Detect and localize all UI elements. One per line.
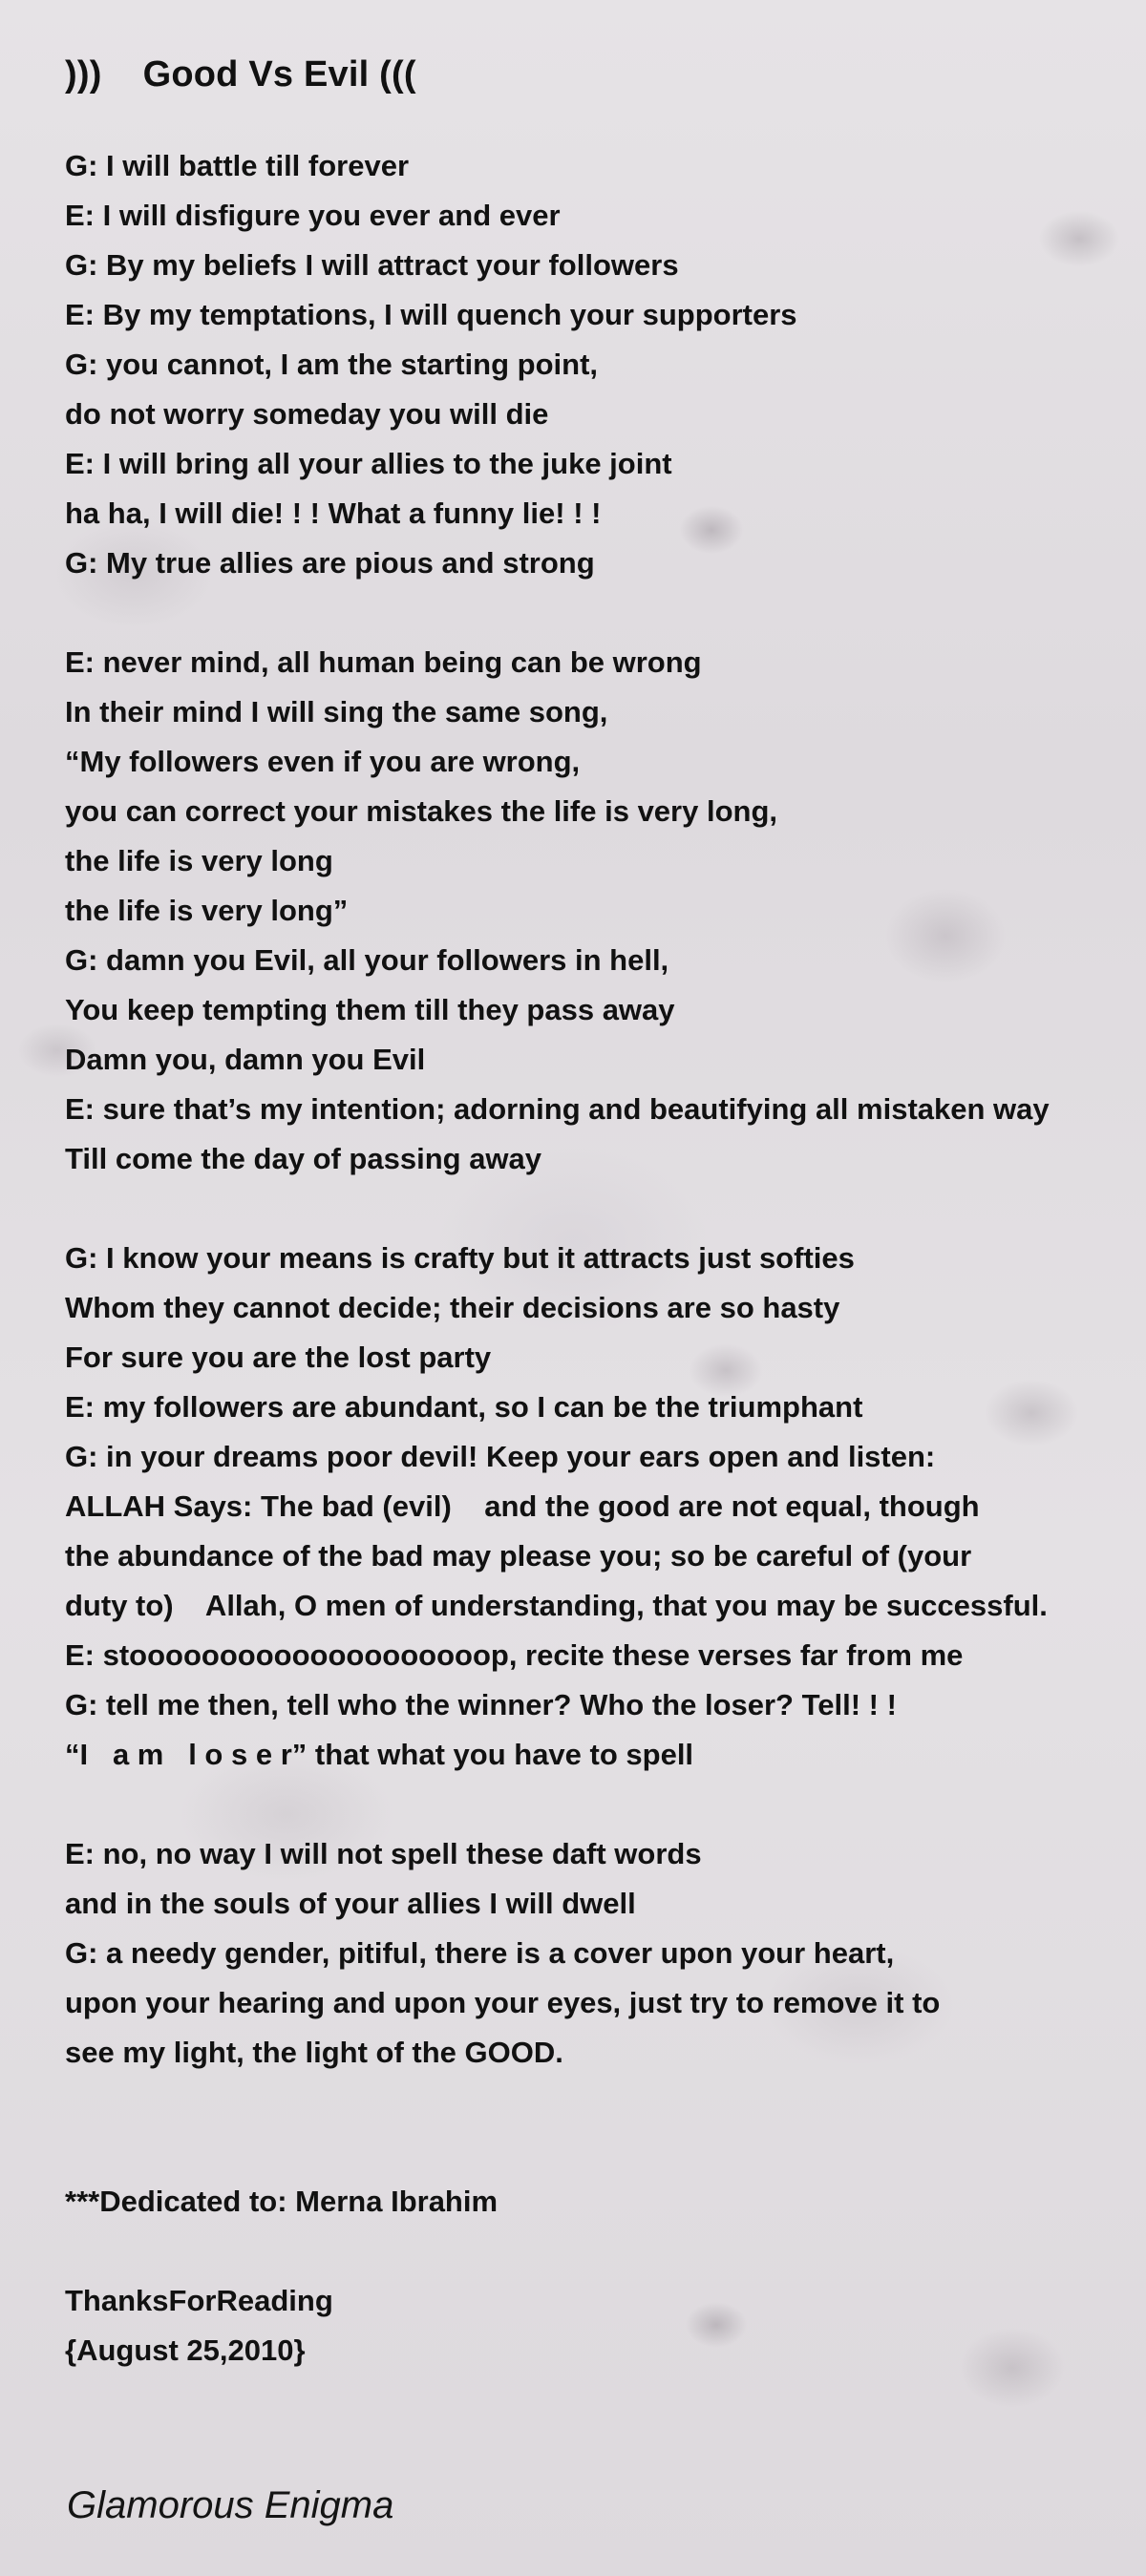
stanza-break [65,1184,1125,1234]
poem-line: E: I will bring all your allies to the juke joint [65,447,672,480]
poem-line: the abundance of the bad may please you; so be careful of (your [65,1539,972,1573]
poem-line: For sure you are the lost party [65,1341,492,1374]
poem-line: G: damn you Evil, all your followers in hell, [65,943,669,977]
poem-line: E: stoooooooooooooooooooop, recite these verses far from me [65,1638,964,1672]
poem-line: duty to) Allah, O men of understanding, that you may be successful. [65,1589,1048,1622]
poem-line: the life is very long [65,844,333,877]
poem-line: you can correct your mistakes the life is very long, [65,794,777,828]
poem-line: G: I know your means is crafty but it attracts just softies [65,1241,855,1275]
poem-line: “I a m l o s e r” that what you have to spell [65,1738,694,1771]
poem-line: E: never mind, all human being can be wrong [65,645,702,679]
poem-line: ha ha, I will die! ! ! What a funny lie! ! ! [65,496,602,530]
thanks-note: ThanksForReading [65,2284,333,2317]
poem-line: G: I will battle till forever [65,149,410,182]
poem-date: {August 25,2010} [65,2333,306,2367]
poem-line: E: I will disfigure you ever and ever [65,199,561,232]
poem-line: G: tell me then, tell who the winner? Who the loser? Tell! ! ! [65,1688,897,1721]
poem-line: E: my followers are abundant, so I can be the triumphant [65,1390,863,1424]
poem-line: and in the souls of your allies I will dwell [65,1887,636,1920]
poem-line: You keep tempting them till they pass away [65,993,675,1026]
poem-line: G: My true allies are pious and strong [65,546,595,580]
stanza-break [65,588,1125,638]
stanza-break [65,1780,1125,1829]
poem-line: “My followers even if you are wrong, [65,745,581,778]
poem-line: Whom they cannot decide; their decisions are so hasty [65,1291,840,1324]
poem-body [65,141,1125,2078]
poem-line: G: you cannot, I am the starting point, [65,348,599,381]
poem-line: G: By my beliefs I will attract your followers [65,248,679,282]
author-name: Glamorous Enigma [67,2484,394,2526]
poem-line: G: a needy gender, pitiful, there is a cover upon your heart, [65,1936,895,1970]
poem-line: see my light, the light of the GOOD. [65,2036,563,2069]
poem-line: G: in your dreams poor devil! Keep your ears open and listen: [65,1440,936,1473]
poem-line: ALLAH Says: The bad (evil) and the good are not equal, though [65,1489,980,1523]
poem-line: upon your hearing and upon your eyes, just try to remove it to [65,1986,941,2019]
poem-line: the life is very long” [65,894,349,927]
dedication: ***Dedicated to: Merna Ibrahim [65,2185,499,2218]
poem-line: In their mind I will sing the same song, [65,695,608,728]
poem-line: do not worry someday you will die [65,397,549,431]
poem-line: E: sure that’s my intention; adorning and beautifying all mistaken way [65,1092,1050,1126]
poem-line: E: By my temptations, I will quench your supporters [65,298,797,331]
poem-title: ))) Good Vs Evil ((( [65,54,416,95]
poem-line: Damn you, damn you Evil [65,1043,426,1076]
poem-line: Till come the day of passing away [65,1142,542,1175]
poem-line: E: no, no way I will not spell these daft words [65,1837,702,1870]
